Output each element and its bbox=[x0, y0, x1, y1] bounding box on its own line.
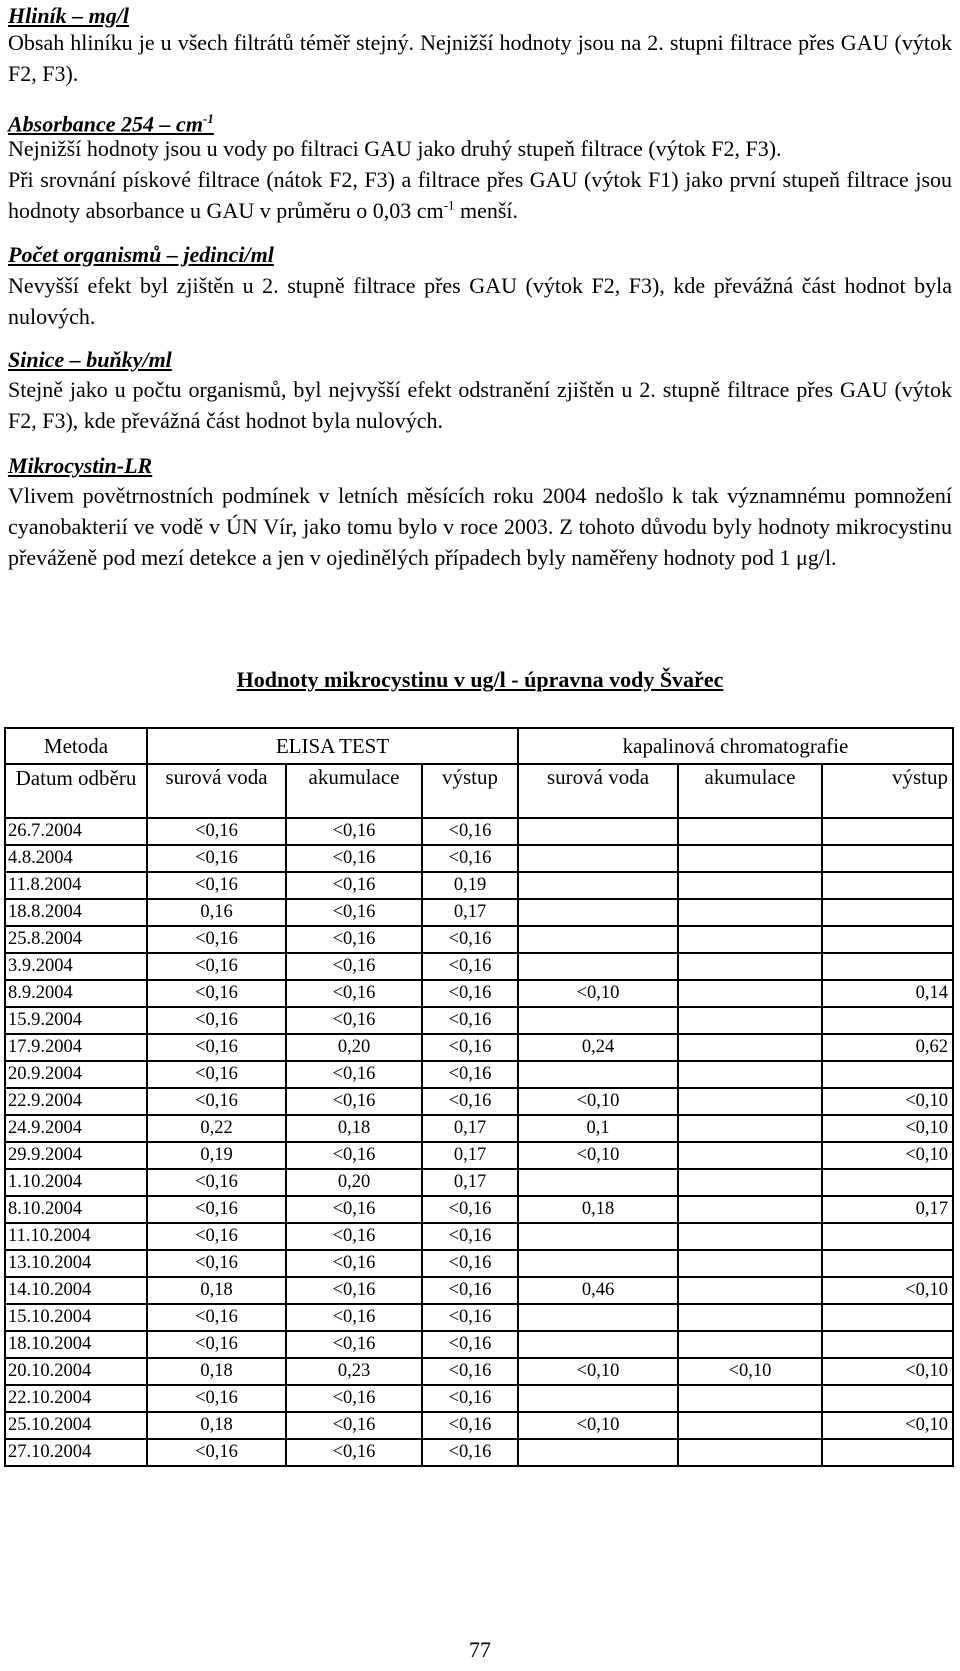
heading-mikrocystin: Mikrocystin-LR bbox=[8, 453, 153, 478]
cell-value bbox=[678, 1088, 822, 1115]
paragraph-pocet-organismu-text: Nevyšší efekt byl zjištěn u 2. stupně filtrace přes GAU (výtok F2, F3), kde převážná část hodnot byla nulových. bbox=[8, 273, 952, 329]
heading-absorbance-text: Absorbance 254 – cm bbox=[8, 111, 203, 137]
cell-value bbox=[518, 845, 678, 872]
table-row bbox=[5, 1331, 953, 1358]
cell-date: 29.9.2004 bbox=[5, 1142, 147, 1169]
cell-value bbox=[518, 1007, 678, 1034]
cell-value: <0,16 bbox=[147, 1088, 286, 1115]
cell-value: <0,10 bbox=[822, 1115, 953, 1142]
cell-value: 0,18 bbox=[147, 1277, 286, 1304]
cell-date: 15.9.2004 bbox=[5, 1007, 147, 1034]
cell-value bbox=[678, 872, 822, 899]
cell-value bbox=[678, 1169, 822, 1196]
cell-value: <0,10 bbox=[822, 1412, 953, 1439]
cell-date: 24.9.2004 bbox=[5, 1115, 147, 1142]
cell-value bbox=[822, 1385, 953, 1412]
header-col-3: výstup bbox=[422, 764, 518, 818]
table-row bbox=[5, 1277, 953, 1304]
cell-date: 3.9.2004 bbox=[5, 953, 147, 980]
cell-value bbox=[678, 1034, 822, 1061]
table-header-row-2 bbox=[5, 764, 953, 818]
cell-value: <0,16 bbox=[147, 872, 286, 899]
cell-value bbox=[822, 872, 953, 899]
cell-date: 1.10.2004 bbox=[5, 1169, 147, 1196]
cell-value bbox=[822, 1007, 953, 1034]
heading-hlinik: Hliník – mg/l bbox=[8, 3, 130, 28]
cell-value bbox=[822, 845, 953, 872]
cell-value: <0,16 bbox=[286, 1277, 422, 1304]
cell-value bbox=[822, 1169, 953, 1196]
cell-value: 0,17 bbox=[422, 1115, 518, 1142]
cell-date: 18.10.2004 bbox=[5, 1331, 147, 1358]
table-row bbox=[5, 1385, 953, 1412]
cell-value: <0,16 bbox=[422, 1061, 518, 1088]
cell-value: <0,16 bbox=[147, 1169, 286, 1196]
table-row bbox=[5, 872, 953, 899]
paragraph-absorbance-text2a: Při srovnání pískové filtrace (nátok F2, F3) a filtrace přes GAU (výtok F1) jako první stupeň filtrace jsou hodnoty absorbance u GAU v průměru o 0,03 cm bbox=[8, 167, 952, 223]
cell-value bbox=[518, 872, 678, 899]
cell-value: <0,16 bbox=[147, 1304, 286, 1331]
paragraph-absorbance-line1: Nejnižší hodnoty jsou u vody po filtraci GAU jako druhý stupeň filtrace (výtok F2, F3). bbox=[8, 136, 782, 161]
cell-value: <0,16 bbox=[422, 1331, 518, 1358]
cell-value: 0,23 bbox=[286, 1358, 422, 1385]
table-row bbox=[5, 818, 953, 845]
cell-value bbox=[678, 1142, 822, 1169]
table-body bbox=[5, 818, 953, 1466]
cell-value: <0,10 bbox=[518, 980, 678, 1007]
table-row bbox=[5, 1196, 953, 1223]
heading-sinice: Sinice – buňky/ml bbox=[8, 347, 172, 372]
cell-value: <0,16 bbox=[422, 1088, 518, 1115]
table-row bbox=[5, 1169, 953, 1196]
paragraph-absorbance-line2 bbox=[8, 164, 952, 226]
cell-date: 11.10.2004 bbox=[5, 1223, 147, 1250]
cell-value: 0,46 bbox=[518, 1277, 678, 1304]
cell-date: 18.8.2004 bbox=[5, 899, 147, 926]
cell-value bbox=[822, 1061, 953, 1088]
header-col-4: surová voda bbox=[518, 764, 678, 818]
cell-value bbox=[822, 1250, 953, 1277]
heading-pocet-organismu: Počet organismů – jedinci/ml bbox=[8, 242, 274, 267]
header-date: Datum odběru bbox=[5, 764, 147, 818]
cell-date: 11.8.2004 bbox=[5, 872, 147, 899]
cell-value bbox=[678, 953, 822, 980]
cell-value: <0,10 bbox=[678, 1358, 822, 1385]
cell-value: <0,16 bbox=[286, 845, 422, 872]
table-row bbox=[5, 1250, 953, 1277]
cell-value: <0,16 bbox=[286, 1412, 422, 1439]
cell-value bbox=[518, 1169, 678, 1196]
cell-value: <0,10 bbox=[518, 1142, 678, 1169]
cell-value: <0,16 bbox=[147, 1439, 286, 1466]
cell-value bbox=[678, 845, 822, 872]
header-method: Metoda bbox=[5, 728, 147, 764]
cell-value bbox=[678, 1331, 822, 1358]
cell-value: <0,10 bbox=[518, 1088, 678, 1115]
cell-value: 0,17 bbox=[422, 899, 518, 926]
cell-value: 0,18 bbox=[286, 1115, 422, 1142]
paragraph-sinice bbox=[8, 374, 952, 436]
cell-value bbox=[518, 1304, 678, 1331]
cell-value: <0,16 bbox=[286, 1223, 422, 1250]
cell-value: <0,16 bbox=[147, 1007, 286, 1034]
header-elisa: ELISA TEST bbox=[147, 728, 518, 764]
cell-value: <0,16 bbox=[147, 1034, 286, 1061]
cell-value: 0,20 bbox=[286, 1034, 422, 1061]
table-row bbox=[5, 1061, 953, 1088]
cell-value bbox=[678, 1007, 822, 1034]
cell-value bbox=[518, 1061, 678, 1088]
table-row bbox=[5, 1412, 953, 1439]
cell-value bbox=[822, 1223, 953, 1250]
header-col-5: akumulace bbox=[678, 764, 822, 818]
cell-value: <0,16 bbox=[147, 845, 286, 872]
cell-value: 0,17 bbox=[422, 1142, 518, 1169]
cell-value: 0,24 bbox=[518, 1034, 678, 1061]
cell-date: 27.10.2004 bbox=[5, 1439, 147, 1466]
cell-date: 22.9.2004 bbox=[5, 1088, 147, 1115]
cell-value: <0,16 bbox=[286, 1385, 422, 1412]
cell-value bbox=[678, 1277, 822, 1304]
table-title: Hodnoty mikrocystinu v ug/l - úpravna vody Švařec bbox=[236, 667, 724, 692]
cell-value bbox=[518, 926, 678, 953]
paragraph-mikrocystin-text: Vlivem povětrnostních podmínek v letních měsících roku 2004 nedošlo k tak významnému pomnožení cyanobakterií ve vodě v ÚN Vír, jako tomu bylo v roce 2003. Z tohoto důvodu byly hodnoty mikrocystinu převáženě pod mezí detekce a jen v ojedinělých případech byly naměřeny hodnoty pod 1 μg/l. bbox=[8, 483, 952, 570]
cell-value: <0,16 bbox=[422, 926, 518, 953]
cell-value: <0,16 bbox=[147, 818, 286, 845]
heading-absorbance-sup: -1 bbox=[202, 111, 214, 126]
cell-value bbox=[678, 1439, 822, 1466]
cell-value: 0,16 bbox=[147, 899, 286, 926]
cell-value: <0,16 bbox=[286, 953, 422, 980]
cell-value bbox=[518, 818, 678, 845]
table-row bbox=[5, 1439, 953, 1466]
table-row bbox=[5, 1142, 953, 1169]
cell-value bbox=[678, 818, 822, 845]
cell-value bbox=[822, 1439, 953, 1466]
cell-value: <0,16 bbox=[422, 1196, 518, 1223]
cell-value: <0,16 bbox=[422, 1034, 518, 1061]
page-number: 77 bbox=[469, 1637, 491, 1662]
cell-value: <0,16 bbox=[422, 980, 518, 1007]
cell-value bbox=[518, 1385, 678, 1412]
heading-absorbance bbox=[8, 107, 214, 136]
table-row bbox=[5, 980, 953, 1007]
cell-value: 0,22 bbox=[147, 1115, 286, 1142]
cell-value: <0,16 bbox=[147, 1061, 286, 1088]
paragraph-sinice-text: Stejně jako u počtu organismů, byl nejvyšší efekt odstranění zjištěn u 2. stupně filtrace přes GAU (výtok F2, F3), kde převážná část hodnot byla nulových. bbox=[8, 377, 952, 433]
header-col-2: akumulace bbox=[286, 764, 422, 818]
cell-value: <0,10 bbox=[822, 1142, 953, 1169]
header-col-6: výstup bbox=[822, 764, 953, 818]
cell-date: 14.10.2004 bbox=[5, 1277, 147, 1304]
cell-value: 0,1 bbox=[518, 1115, 678, 1142]
cell-value: 0,14 bbox=[822, 980, 953, 1007]
cell-value: <0,10 bbox=[518, 1412, 678, 1439]
table-row bbox=[5, 899, 953, 926]
cell-value: <0,16 bbox=[147, 926, 286, 953]
cell-value: 0,17 bbox=[822, 1196, 953, 1223]
table-row bbox=[5, 953, 953, 980]
cell-value: <0,16 bbox=[286, 1088, 422, 1115]
cell-value: <0,10 bbox=[518, 1358, 678, 1385]
cell-value: <0,10 bbox=[822, 1277, 953, 1304]
table-row bbox=[5, 1223, 953, 1250]
cell-date: 4.8.2004 bbox=[5, 845, 147, 872]
cell-value bbox=[678, 1412, 822, 1439]
cell-value: <0,10 bbox=[822, 1358, 953, 1385]
cell-value: <0,16 bbox=[286, 980, 422, 1007]
cell-date: 22.10.2004 bbox=[5, 1385, 147, 1412]
cell-value: <0,16 bbox=[147, 1196, 286, 1223]
table-row bbox=[5, 1304, 953, 1331]
cell-value: <0,16 bbox=[422, 1385, 518, 1412]
cell-value: 0,18 bbox=[147, 1358, 286, 1385]
cell-value: <0,16 bbox=[147, 953, 286, 980]
cell-date: 17.9.2004 bbox=[5, 1034, 147, 1061]
cell-value: <0,16 bbox=[286, 818, 422, 845]
cell-value: <0,16 bbox=[422, 1223, 518, 1250]
cell-date: 15.10.2004 bbox=[5, 1304, 147, 1331]
cell-value bbox=[678, 926, 822, 953]
table-row bbox=[5, 926, 953, 953]
cell-value bbox=[678, 1385, 822, 1412]
cell-date: 20.9.2004 bbox=[5, 1061, 147, 1088]
cell-value: <0,16 bbox=[422, 1250, 518, 1277]
cell-value bbox=[822, 818, 953, 845]
cell-value bbox=[678, 1115, 822, 1142]
cell-value: <0,16 bbox=[286, 1142, 422, 1169]
cell-value: 0,19 bbox=[422, 872, 518, 899]
cell-value: <0,16 bbox=[422, 1358, 518, 1385]
cell-value: <0,16 bbox=[286, 1331, 422, 1358]
cell-value: <0,16 bbox=[286, 1007, 422, 1034]
cell-value bbox=[518, 1223, 678, 1250]
cell-value bbox=[518, 953, 678, 980]
cell-date: 13.10.2004 bbox=[5, 1250, 147, 1277]
cell-value: <0,16 bbox=[422, 845, 518, 872]
header-hplc: kapalinová chromatografie bbox=[518, 728, 953, 764]
cell-value bbox=[822, 899, 953, 926]
cell-value bbox=[518, 1250, 678, 1277]
cell-value: <0,16 bbox=[422, 1439, 518, 1466]
cell-value: 0,18 bbox=[518, 1196, 678, 1223]
paragraph-hlinik-text: Obsah hliníku je u všech filtrátů téměř stejný. Nejnižší hodnoty jsou na 2. stupni filtrace přes GAU (výtok F2, F3). bbox=[8, 30, 952, 86]
cell-value bbox=[678, 980, 822, 1007]
cell-value: 0,18 bbox=[147, 1412, 286, 1439]
cell-value bbox=[518, 1439, 678, 1466]
cell-value bbox=[822, 953, 953, 980]
cell-value: <0,16 bbox=[147, 1331, 286, 1358]
cell-value: <0,16 bbox=[286, 1304, 422, 1331]
cell-value bbox=[678, 1196, 822, 1223]
cell-value bbox=[518, 1331, 678, 1358]
paragraph-hlinik bbox=[8, 27, 952, 89]
cell-value: <0,16 bbox=[286, 1439, 422, 1466]
cell-value: <0,16 bbox=[422, 953, 518, 980]
cell-value bbox=[822, 1331, 953, 1358]
cell-value: <0,16 bbox=[422, 818, 518, 845]
cell-value: <0,16 bbox=[422, 1277, 518, 1304]
cell-value: <0,16 bbox=[147, 1250, 286, 1277]
cell-value bbox=[518, 899, 678, 926]
table-row bbox=[5, 1034, 953, 1061]
cell-date: 8.9.2004 bbox=[5, 980, 147, 1007]
cell-date: 26.7.2004 bbox=[5, 818, 147, 845]
cell-value: <0,16 bbox=[286, 1250, 422, 1277]
cell-value bbox=[678, 1223, 822, 1250]
cell-date: 8.10.2004 bbox=[5, 1196, 147, 1223]
table-row bbox=[5, 1007, 953, 1034]
cell-value: <0,16 bbox=[286, 899, 422, 926]
cell-value: <0,16 bbox=[147, 1223, 286, 1250]
cell-value bbox=[678, 1250, 822, 1277]
paragraph-pocet-organismu bbox=[8, 270, 952, 332]
paragraph-absorbance bbox=[8, 133, 952, 226]
cell-value: 0,20 bbox=[286, 1169, 422, 1196]
cell-value bbox=[822, 1304, 953, 1331]
paragraph-mikrocystin bbox=[8, 480, 952, 573]
cell-date: 25.10.2004 bbox=[5, 1412, 147, 1439]
cell-value: <0,16 bbox=[422, 1304, 518, 1331]
cell-value: <0,16 bbox=[147, 1385, 286, 1412]
paragraph-absorbance-text2b: menší. bbox=[454, 198, 519, 223]
cell-value: <0,16 bbox=[422, 1412, 518, 1439]
cell-value: <0,16 bbox=[286, 872, 422, 899]
cell-value bbox=[822, 926, 953, 953]
table-row bbox=[5, 845, 953, 872]
table-row bbox=[5, 1115, 953, 1142]
cell-value bbox=[678, 1061, 822, 1088]
cell-value: <0,10 bbox=[822, 1088, 953, 1115]
cell-value: 0,17 bbox=[422, 1169, 518, 1196]
paragraph-absorbance-sup: -1 bbox=[443, 197, 455, 213]
cell-value: <0,16 bbox=[286, 1196, 422, 1223]
cell-value: 0,19 bbox=[147, 1142, 286, 1169]
cell-value: <0,16 bbox=[422, 1007, 518, 1034]
cell-value bbox=[678, 899, 822, 926]
mikrocystin-table bbox=[4, 727, 954, 1467]
cell-value: <0,16 bbox=[286, 926, 422, 953]
cell-value: <0,16 bbox=[286, 1061, 422, 1088]
table-row bbox=[5, 1088, 953, 1115]
table-row bbox=[5, 1358, 953, 1385]
cell-value: 0,62 bbox=[822, 1034, 953, 1061]
table-header-row-1 bbox=[5, 728, 953, 764]
cell-date: 25.8.2004 bbox=[5, 926, 147, 953]
cell-value: <0,16 bbox=[147, 980, 286, 1007]
cell-date: 20.10.2004 bbox=[5, 1358, 147, 1385]
cell-value bbox=[678, 1304, 822, 1331]
header-col-1: surová voda bbox=[147, 764, 286, 818]
